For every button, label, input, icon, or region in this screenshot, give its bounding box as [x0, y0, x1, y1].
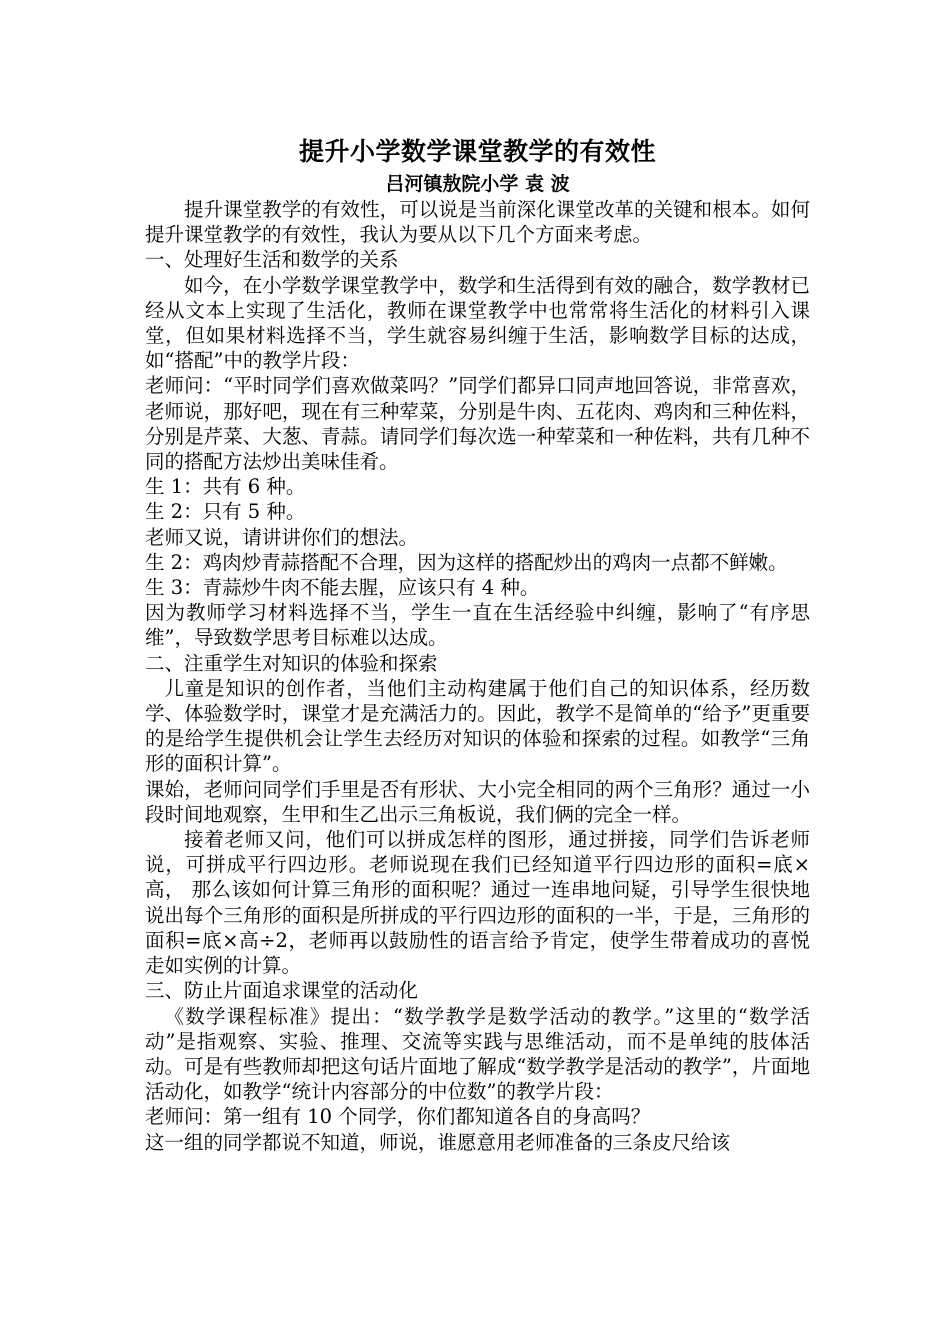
section-heading: 一、处理好生活和数学的关系 [145, 248, 399, 272]
paragraph: 《数学课程标准》提出：“数学教学是数学活动的教学。”这里的“数学活动”是指观察、实验、推理、交流等实践与思维活动，而不是单纯的肢体活动。可是有些教师却把这句话片面地了解成“数学教学是活动的教学”，片面地活动化，如教学“统计内容部分的中位数”的教学片段： [145, 1004, 810, 1104]
paragraph: 这一组的同学都说不知道，师说，谁愿意用老师准备的三条皮尺给该 [145, 1130, 731, 1154]
paragraph: 老师问：第一组有 10 个同学，你们都知道各自的身高吗？ [145, 1105, 651, 1129]
paragraph: 生 3：青蒜炒牛肉不能去腥，应该只有 4 种。 [145, 576, 540, 600]
paragraph: 老师问：“平时同学们喜欢做菜吗？”同学们都异口同声地回答说，非常喜欢，老师说，那好吧，现在有三种荤菜，分别是牛肉、五花肉、鸡肉和三种佐料，分别是芹菜、大葱、青蒜。请同学们每次选一种荤菜和一种佐料，共有几种不同的搭配方法炒出美味佳肴。 [145, 374, 810, 474]
paragraph: 儿童是知识的创作者，当他们主动构建属于他们自己的知识体系，经历数学、体验数学时，课堂才是充满活力的。因此，教学不是简单的“给予”更重要的是给学生提供机会让学生去经历对知识的体验和探索的过程。如教学“三角形的面积计算”。 [145, 676, 810, 776]
paragraph: 如今，在小学数学课堂教学中，数学和生活得到有效的融合，数学教材已经从文本上实现了生活化，教师在课堂教学中也常常将生活化的材料引入课堂，但如果材料选择不当，学生就容易纠缠于生活，影响数学目标的达成，如“搭配”中的教学片段： [145, 273, 810, 373]
paragraph: 生 1：共有 6 种。 [145, 475, 306, 499]
paragraph: 因为教师学习材料选择不当，学生一直在生活经验中纠缠，影响了“有序思维”，导致数学思考目标难以达成。 [145, 601, 810, 650]
paragraph: 提升课堂教学的有效性，可以说是当前深化课堂改革的关键和根本。如何提升课堂教学的有效性，我认为要从以下几个方面来考虑。 [145, 198, 810, 247]
paragraph: 课始，老师问同学们手里是否有形状、大小完全相同的两个三角形？通过一小段时间地观察，生甲和生乙出示三角板说，我们俩的完全一样。 [145, 777, 810, 826]
section-heading: 三、防止片面追求课堂的活动化 [145, 979, 419, 1003]
paragraph: 老师又说，请讲讲你们的想法。 [145, 525, 419, 549]
paragraph: 接着老师又问，他们可以拼成怎样的图形，通过拼接，同学们告诉老师说，可拼成平行四边形。老师说现在我们已经知道平行四边形的面积=底×高， 那么该如何计算三角形的面积呢？通过一连串地问疑，引导学生很快地说出每个三角形的面积是所拼成的平行四边形的面积的一半，于是，三角形的面积=底×高÷2，老师再以鼓励性的语言给予肯定，使学生带着成功的喜悦走如实例的计算。 [145, 828, 810, 978]
paragraph: 生 2：只有 5 种。 [145, 500, 306, 524]
document-author: 吕河镇敖院小学 袁 波 [385, 173, 570, 195]
document-title: 提升小学数学课堂教学的有效性 [298, 137, 656, 166]
section-heading: 二、注重学生对知识的体验和探索 [145, 651, 438, 675]
document-page [145, 130, 810, 1155]
paragraph: 生 2：鸡肉炒青蒜搭配不合理，因为这样的搭配炒出的鸡肉一点都不鲜嫩。 [145, 550, 788, 574]
